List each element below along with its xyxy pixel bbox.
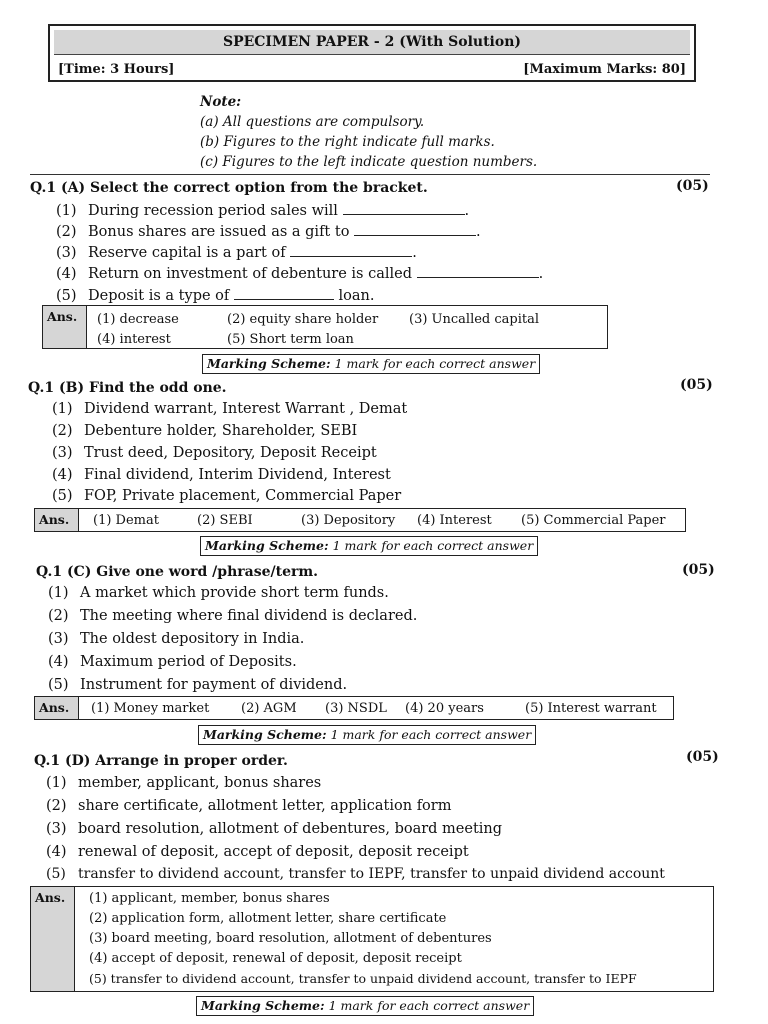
- item-text: Reserve capital is a part of: [88, 245, 286, 261]
- answer-item: (4) Interest: [417, 513, 492, 528]
- q1a-item: [56, 287, 374, 304]
- q1c-item: [48, 631, 304, 647]
- item-text: Maximum period of Deposits.: [80, 654, 297, 670]
- marking-scheme-text: 1 mark for each correct answer: [334, 356, 536, 371]
- answer-item: (4) interest: [97, 332, 171, 347]
- item-number: (1): [56, 203, 77, 219]
- ans-label: Ans.: [35, 509, 79, 531]
- marking-scheme-label: Marking Scheme:: [205, 538, 329, 553]
- item-number: (3): [48, 631, 69, 647]
- item-text: member, applicant, bonus shares: [78, 775, 322, 791]
- marking-scheme-box: [200, 536, 538, 556]
- item-number: (4): [56, 266, 77, 282]
- item-number: (1): [52, 401, 73, 417]
- answer-item: (5) Interest warrant: [525, 701, 657, 716]
- q1b-item: [52, 467, 391, 483]
- answer-blank: [354, 223, 476, 236]
- q1c-item: [48, 654, 297, 670]
- marking-scheme-label: Marking Scheme:: [203, 727, 327, 742]
- q1c-heading: Q.1 (C) Give one word /phrase/term.: [36, 564, 319, 580]
- item-number: (1): [48, 585, 69, 601]
- item-number: (2): [48, 608, 69, 624]
- paper-header: [48, 24, 696, 82]
- q1d-item: [46, 798, 451, 814]
- item-number: (2): [46, 798, 67, 814]
- answer-item: (3) Depository: [301, 513, 396, 528]
- answer-item: (5) transfer to dividend account, transfer to unpaid dividend account, transfer to IEPF: [89, 971, 637, 986]
- item-number: (4): [46, 844, 67, 860]
- marking-scheme-box: [198, 725, 536, 745]
- answer-item: (3) board meeting, board resolution, allotment of debentures: [89, 931, 492, 946]
- q1d-item: [46, 775, 321, 791]
- item-text: renewal of deposit, accept of deposit, deposit receipt: [78, 844, 469, 860]
- item-number: (3): [52, 445, 73, 461]
- item-text: A market which provide short term funds.: [80, 585, 389, 601]
- item-number: (5): [48, 677, 69, 693]
- q1a-marks: (05): [676, 178, 709, 194]
- answer-item: (2) AGM: [241, 701, 297, 716]
- q1b-item: [52, 401, 407, 417]
- item-text-suffix: loan.: [338, 288, 375, 304]
- item-text: During recession period sales will: [88, 203, 338, 219]
- item-text-suffix: .: [464, 203, 470, 219]
- q1a-item: [56, 202, 469, 219]
- answer-item: (1) Money market: [91, 701, 210, 716]
- marking-scheme-text: 1 mark for each correct answer: [332, 538, 534, 553]
- answer-blank: [234, 287, 334, 300]
- time-label: [Time: 3 Hours]: [58, 62, 175, 77]
- q1d-item: [46, 844, 469, 860]
- q1d-heading: Q.1 (D) Arrange in proper order.: [34, 753, 288, 769]
- q1c-answer-box: [34, 696, 674, 720]
- item-text: board resolution, allotment of debentures, board meeting: [78, 821, 503, 837]
- item-number: (2): [56, 224, 77, 240]
- q1a-item: [56, 223, 481, 240]
- note-block: [200, 92, 660, 172]
- marking-scheme-text: 1 mark for each correct answer: [328, 998, 530, 1013]
- item-text: Final dividend, Interim Dividend, Interest: [84, 467, 391, 483]
- answer-item: (3) NSDL: [325, 701, 387, 716]
- item-number: (3): [56, 245, 77, 261]
- item-text: Dividend warrant, Interest Warrant , Demat: [84, 401, 408, 417]
- note-title: Note:: [200, 94, 242, 110]
- marking-scheme-box: [202, 354, 540, 374]
- item-text: Deposit is a type of: [88, 288, 230, 304]
- q1a-answer-box: [42, 305, 608, 349]
- note-item: (b) Figures to the right indicate full marks.: [200, 134, 495, 150]
- q1c-item: [48, 585, 389, 601]
- answer-blank: [417, 265, 539, 278]
- q1b-item: [52, 423, 357, 439]
- item-text: transfer to dividend account, transfer to IEPF, transfer to unpaid dividend account: [78, 866, 665, 882]
- answer-item: (2) SEBI: [197, 513, 253, 528]
- q1d-marks: (05): [686, 749, 719, 765]
- q1b-heading: Q.1 (B) Find the odd one.: [28, 380, 227, 396]
- header-meta: [58, 62, 686, 80]
- item-number: (5): [56, 288, 77, 304]
- q1c-marks: (05): [682, 562, 715, 578]
- answer-item: (5) Commercial Paper: [521, 513, 666, 528]
- item-text: Instrument for payment of dividend.: [80, 677, 348, 693]
- paper-title: SPECIMEN PAPER - 2 (With Solution): [54, 30, 690, 55]
- answer-item: (2) application form, allotment letter, share certificate: [89, 911, 447, 926]
- item-text: Trust deed, Depository, Deposit Receipt: [84, 445, 377, 461]
- item-text: Bonus shares are issued as a gift to: [88, 224, 350, 240]
- q1b-item: [52, 488, 401, 504]
- item-text-suffix: .: [476, 224, 481, 240]
- answer-item: (3) Uncalled capital: [409, 312, 540, 327]
- item-number: (2): [52, 423, 73, 439]
- q1d-answer-box: [30, 886, 714, 992]
- marking-scheme-label: Marking Scheme:: [207, 356, 331, 371]
- item-text: Return on investment of debenture is called: [88, 266, 412, 282]
- q1b-answer-box: [34, 508, 686, 532]
- item-text: share certificate, allotment letter, application form: [78, 798, 452, 814]
- ans-label: Ans.: [43, 306, 87, 348]
- answer-item: (4) accept of deposit, renewal of deposit, deposit receipt: [89, 951, 462, 966]
- note-item: (a) All questions are compulsory.: [200, 114, 425, 130]
- item-text-suffix: .: [412, 245, 417, 261]
- q1a-item: [56, 265, 543, 282]
- q1b-item: [52, 445, 377, 461]
- q1c-item: [48, 608, 417, 624]
- item-number: (5): [52, 488, 73, 504]
- q1c-item: [48, 677, 347, 693]
- answer-item: (4) 20 years: [405, 701, 484, 716]
- answer-blank: [343, 202, 465, 215]
- q1b-marks: (05): [680, 377, 713, 393]
- q1d-item: [46, 821, 502, 837]
- divider: [30, 174, 710, 175]
- item-number: (1): [46, 775, 67, 791]
- item-text: Debenture holder, Shareholder, SEBI: [84, 423, 358, 439]
- marking-scheme-box: [196, 996, 534, 1016]
- q1d-item: [46, 866, 665, 882]
- item-number: (4): [48, 654, 69, 670]
- marking-scheme-label: Marking Scheme:: [201, 998, 325, 1013]
- item-text: The meeting where final dividend is declared.: [80, 608, 418, 624]
- answer-item: (5) Short term loan: [227, 332, 354, 347]
- answer-item: (1) decrease: [97, 312, 179, 327]
- max-marks-label: [Maximum Marks: 80]: [523, 62, 686, 77]
- note-item: (c) Figures to the left indicate question numbers.: [200, 154, 538, 170]
- q1a-item: [56, 244, 417, 261]
- item-number: (3): [46, 821, 67, 837]
- item-number: (5): [46, 866, 66, 882]
- answer-item: (1) applicant, member, bonus shares: [89, 891, 330, 906]
- answer-blank: [290, 244, 412, 257]
- item-text-suffix: .: [538, 266, 544, 282]
- q1a-heading: Q.1 (A) Select the correct option from the bracket.: [30, 180, 428, 196]
- answer-item: (2) equity share holder: [227, 312, 379, 327]
- ans-label: Ans.: [31, 887, 75, 991]
- marking-scheme-text: 1 mark for each correct answer: [330, 727, 532, 742]
- item-text: The oldest depository in India.: [80, 631, 305, 647]
- item-number: (4): [52, 467, 73, 483]
- item-text: FOP, Private placement, Commercial Paper: [84, 488, 402, 504]
- answer-item: (1) Demat: [93, 513, 159, 528]
- ans-label: Ans.: [35, 697, 79, 719]
